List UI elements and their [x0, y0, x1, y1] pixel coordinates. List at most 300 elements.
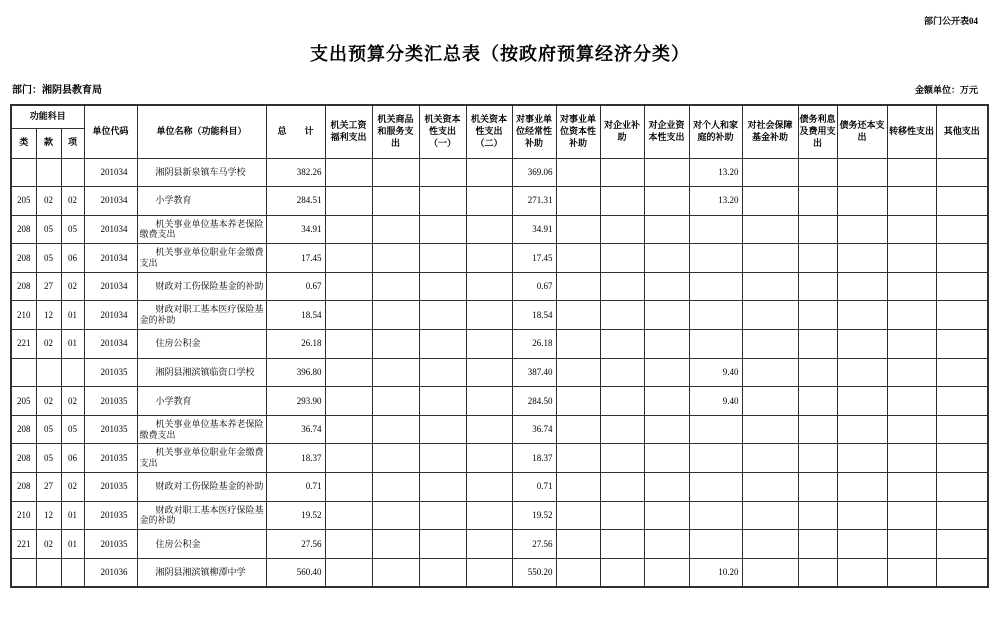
func-xiang-cell: 05 — [61, 215, 84, 244]
value-cell — [556, 187, 600, 216]
value-cell — [936, 330, 988, 359]
value-cell — [644, 215, 689, 244]
value-cell — [644, 530, 689, 559]
value-cell — [600, 358, 644, 387]
unit-name-cell: 住房公积金 — [137, 530, 266, 559]
value-cell — [466, 244, 512, 273]
table-row — [11, 215, 988, 244]
value-cell — [419, 244, 466, 273]
value-cell — [466, 444, 512, 473]
table-row — [11, 272, 988, 301]
func-kuan-cell: 02 — [36, 330, 61, 359]
value-cell — [372, 558, 419, 587]
value-cell — [742, 387, 798, 416]
func-xiang-cell — [61, 158, 84, 187]
value-cell — [600, 215, 644, 244]
header-col-individual-family: 对个人和家庭的补助 — [689, 105, 742, 158]
value-cell — [325, 272, 372, 301]
func-kuan-cell: 27 — [36, 272, 61, 301]
value-cell — [556, 272, 600, 301]
value-cell — [556, 473, 600, 502]
value-cell — [798, 530, 837, 559]
value-cell — [325, 358, 372, 387]
table-row — [11, 558, 988, 587]
value-cell — [837, 387, 887, 416]
value-cell — [419, 358, 466, 387]
func-kuan-cell — [36, 158, 61, 187]
value-cell — [372, 473, 419, 502]
table-row — [11, 358, 988, 387]
value-cell — [644, 358, 689, 387]
table-body — [11, 158, 988, 587]
value-cell — [887, 473, 936, 502]
func-lei-cell — [11, 558, 36, 587]
func-lei-cell: 208 — [11, 415, 36, 444]
func-lei-cell: 208 — [11, 272, 36, 301]
value-cell — [742, 215, 798, 244]
value-cell — [742, 558, 798, 587]
value-cell — [419, 558, 466, 587]
value-cell — [556, 415, 600, 444]
unit-name-cell: 住房公积金 — [137, 330, 266, 359]
value-cell — [600, 272, 644, 301]
total-cell: 19.52 — [266, 501, 325, 530]
value-cell — [325, 387, 372, 416]
table-row — [11, 530, 988, 559]
value-cell — [798, 473, 837, 502]
value-cell — [600, 558, 644, 587]
func-lei-cell: 208 — [11, 473, 36, 502]
value-cell: 284.50 — [512, 387, 556, 416]
total-cell: 17.45 — [266, 244, 325, 273]
unit-code-cell: 201035 — [84, 387, 137, 416]
value-cell — [419, 530, 466, 559]
value-cell — [644, 387, 689, 416]
value-cell — [644, 272, 689, 301]
value-cell — [887, 558, 936, 587]
func-kuan-cell — [36, 358, 61, 387]
header-col-institution-capital: 对事业单位资本性补助 — [556, 105, 600, 158]
value-cell — [600, 330, 644, 359]
value-cell — [837, 444, 887, 473]
value-cell: 18.54 — [512, 301, 556, 330]
value-cell — [325, 301, 372, 330]
value-cell: 19.52 — [512, 501, 556, 530]
value-cell — [798, 330, 837, 359]
func-xiang-cell — [61, 358, 84, 387]
value-cell — [644, 415, 689, 444]
func-xiang-cell: 01 — [61, 501, 84, 530]
value-cell — [887, 501, 936, 530]
value-cell — [837, 272, 887, 301]
value-cell: 271.31 — [512, 187, 556, 216]
value-cell — [556, 244, 600, 273]
value-cell — [936, 301, 988, 330]
func-xiang-cell: 06 — [61, 444, 84, 473]
unit-code-cell: 201035 — [84, 358, 137, 387]
value-cell — [325, 187, 372, 216]
unit-code-cell: 201035 — [84, 444, 137, 473]
value-cell — [466, 530, 512, 559]
value-cell — [372, 387, 419, 416]
value-cell: 550.20 — [512, 558, 556, 587]
table-row — [11, 244, 988, 273]
value-cell — [372, 301, 419, 330]
value-cell — [325, 558, 372, 587]
unit-name-cell: 机关事业单位基本养老保险缴费支出 — [137, 415, 266, 444]
value-cell — [837, 501, 887, 530]
value-cell — [372, 358, 419, 387]
value-cell: 0.67 — [512, 272, 556, 301]
func-lei-cell: 210 — [11, 501, 36, 530]
value-cell — [887, 358, 936, 387]
total-cell: 284.51 — [266, 187, 325, 216]
func-xiang-cell: 01 — [61, 301, 84, 330]
func-xiang-cell — [61, 558, 84, 587]
value-cell — [837, 358, 887, 387]
header-col-other: 其他支出 — [936, 105, 988, 158]
value-cell — [419, 415, 466, 444]
value-cell — [936, 501, 988, 530]
func-xiang-cell: 01 — [61, 330, 84, 359]
value-cell: 369.06 — [512, 158, 556, 187]
unit-code-cell: 201034 — [84, 158, 137, 187]
total-cell: 0.71 — [266, 473, 325, 502]
value-cell — [372, 215, 419, 244]
value-cell — [556, 301, 600, 330]
value-cell — [419, 330, 466, 359]
unit-name-cell: 财政对工伤保险基金的补助 — [137, 272, 266, 301]
func-lei-cell: 208 — [11, 244, 36, 273]
value-cell — [837, 244, 887, 273]
value-cell — [466, 387, 512, 416]
value-cell — [798, 415, 837, 444]
value-cell — [466, 415, 512, 444]
value-cell — [936, 244, 988, 273]
value-cell — [837, 215, 887, 244]
value-cell — [644, 473, 689, 502]
header-col-transfer: 转移性支出 — [887, 105, 936, 158]
value-cell — [419, 301, 466, 330]
value-cell — [887, 244, 936, 273]
value-cell — [419, 387, 466, 416]
unit-code-cell: 201035 — [84, 473, 137, 502]
value-cell — [798, 158, 837, 187]
header-col-debt-interest: 债务利息及费用支出 — [798, 105, 837, 158]
value-cell — [798, 558, 837, 587]
total-cell: 36.74 — [266, 415, 325, 444]
func-xiang-cell: 02 — [61, 473, 84, 502]
value-cell — [325, 530, 372, 559]
value-cell — [936, 415, 988, 444]
value-cell — [372, 272, 419, 301]
header-col-capital-2: 机关资本性支出（二） — [466, 105, 512, 158]
value-cell — [936, 215, 988, 244]
value-cell — [372, 330, 419, 359]
value-cell — [742, 358, 798, 387]
func-lei-cell: 221 — [11, 530, 36, 559]
value-cell — [742, 501, 798, 530]
func-kuan-cell — [36, 558, 61, 587]
total-cell: 34.91 — [266, 215, 325, 244]
func-lei-cell: 208 — [11, 215, 36, 244]
page-title: 支出预算分类汇总表（按政府预算经济分类） — [310, 44, 690, 64]
value-cell: 17.45 — [512, 244, 556, 273]
budget-table — [10, 104, 989, 588]
header-col-goods-services: 机关商品和服务支出 — [372, 105, 419, 158]
unit-code-cell: 201034 — [84, 330, 137, 359]
value-cell — [372, 158, 419, 187]
header-col-salary: 机关工资福利支出 — [325, 105, 372, 158]
value-cell — [466, 301, 512, 330]
value-cell: 18.37 — [512, 444, 556, 473]
total-cell: 382.26 — [266, 158, 325, 187]
table-row — [11, 387, 988, 416]
value-cell — [887, 415, 936, 444]
value-cell — [466, 330, 512, 359]
value-cell: 13.20 — [689, 187, 742, 216]
value-cell — [419, 215, 466, 244]
value-cell — [936, 473, 988, 502]
value-cell — [798, 215, 837, 244]
value-cell — [644, 501, 689, 530]
table-row — [11, 415, 988, 444]
unit-name-cell: 财政对工伤保险基金的补助 — [137, 473, 266, 502]
value-cell — [689, 215, 742, 244]
value-cell — [798, 387, 837, 416]
value-cell — [372, 530, 419, 559]
func-kuan-cell: 02 — [36, 187, 61, 216]
value-cell — [644, 444, 689, 473]
func-xiang-cell: 06 — [61, 244, 84, 273]
value-cell — [466, 473, 512, 502]
header-col-social-security: 对社会保障基金补助 — [742, 105, 798, 158]
value-cell — [887, 187, 936, 216]
func-xiang-cell: 05 — [61, 415, 84, 444]
header-kuan: 款 — [36, 128, 61, 158]
value-cell — [689, 330, 742, 359]
unit-name-cell: 湘阴县湘滨镇柳潭中学 — [137, 558, 266, 587]
department-label: 部门：湘阴县教育局 — [12, 85, 102, 96]
func-kuan-cell: 05 — [36, 215, 61, 244]
unit-name-cell: 财政对职工基本医疗保险基金的补助 — [137, 501, 266, 530]
value-cell — [742, 444, 798, 473]
func-lei-cell: 205 — [11, 387, 36, 416]
value-cell — [466, 215, 512, 244]
value-cell — [837, 187, 887, 216]
func-kuan-cell: 27 — [36, 473, 61, 502]
value-cell — [837, 158, 887, 187]
header-col-capital-1: 机关资本性支出（一） — [419, 105, 466, 158]
header-row-top — [11, 105, 988, 128]
value-cell — [372, 501, 419, 530]
value-cell — [600, 530, 644, 559]
value-cell — [798, 444, 837, 473]
value-cell — [325, 501, 372, 530]
value-cell — [887, 444, 936, 473]
value-cell: 34.91 — [512, 215, 556, 244]
value-cell — [798, 244, 837, 273]
unit-code-cell: 201034 — [84, 244, 137, 273]
value-cell — [837, 473, 887, 502]
value-cell — [419, 501, 466, 530]
value-cell — [887, 301, 936, 330]
unit-code-cell: 201035 — [84, 415, 137, 444]
value-cell — [887, 387, 936, 416]
value-cell — [689, 272, 742, 301]
value-cell — [742, 301, 798, 330]
value-cell — [466, 501, 512, 530]
value-cell — [600, 444, 644, 473]
table-row — [11, 187, 988, 216]
header-col-institution-recurring: 对事业单位经常性补助 — [512, 105, 556, 158]
total-cell: 0.67 — [266, 272, 325, 301]
value-cell — [936, 387, 988, 416]
value-cell — [325, 215, 372, 244]
func-xiang-cell: 02 — [61, 187, 84, 216]
value-cell — [742, 530, 798, 559]
value-cell — [600, 387, 644, 416]
unit-name-cell: 机关事业单位职业年金缴费支出 — [137, 244, 266, 273]
func-lei-cell: 205 — [11, 187, 36, 216]
value-cell — [837, 301, 887, 330]
value-cell: 27.56 — [512, 530, 556, 559]
value-cell — [689, 530, 742, 559]
value-cell — [742, 244, 798, 273]
value-cell — [689, 415, 742, 444]
value-cell — [556, 358, 600, 387]
table-row — [11, 444, 988, 473]
unit-name-cell: 机关事业单位基本养老保险缴费支出 — [137, 215, 266, 244]
value-cell — [600, 244, 644, 273]
value-cell — [742, 330, 798, 359]
value-cell — [936, 158, 988, 187]
unit-name-cell: 小学教育 — [137, 387, 266, 416]
value-cell — [644, 558, 689, 587]
func-kuan-cell: 12 — [36, 301, 61, 330]
meta-row — [12, 81, 978, 96]
total-cell: 18.54 — [266, 301, 325, 330]
header-total: 总 计 — [266, 105, 325, 158]
func-kuan-cell: 12 — [36, 501, 61, 530]
table-row — [11, 501, 988, 530]
value-cell — [556, 330, 600, 359]
value-cell: 26.18 — [512, 330, 556, 359]
value-cell: 9.40 — [689, 387, 742, 416]
value-cell — [936, 530, 988, 559]
amount-unit-label: 金额单位：万元 — [914, 85, 978, 95]
value-cell: 0.71 — [512, 473, 556, 502]
value-cell — [600, 473, 644, 502]
value-cell — [419, 444, 466, 473]
value-cell — [742, 473, 798, 502]
value-cell — [556, 444, 600, 473]
func-kuan-cell: 02 — [36, 530, 61, 559]
value-cell — [798, 358, 837, 387]
value-cell — [798, 301, 837, 330]
func-xiang-cell: 02 — [61, 272, 84, 301]
value-cell — [936, 358, 988, 387]
value-cell — [600, 158, 644, 187]
doc-code-label: 部门公开表04 — [923, 16, 978, 26]
value-cell — [600, 501, 644, 530]
unit-code-cell: 201035 — [84, 530, 137, 559]
value-cell — [742, 415, 798, 444]
value-cell — [325, 415, 372, 444]
value-cell — [644, 301, 689, 330]
func-kuan-cell: 05 — [36, 444, 61, 473]
func-kuan-cell: 05 — [36, 244, 61, 273]
value-cell — [887, 530, 936, 559]
value-cell: 13.20 — [689, 158, 742, 187]
header-col-enterprise-subsidy: 对企业补助 — [600, 105, 644, 158]
value-cell — [372, 244, 419, 273]
func-lei-cell: 210 — [11, 301, 36, 330]
total-cell: 26.18 — [266, 330, 325, 359]
table-row — [11, 301, 988, 330]
header-unit-name: 单位名称（功能科目） — [137, 105, 266, 158]
value-cell — [742, 187, 798, 216]
total-cell: 27.56 — [266, 530, 325, 559]
value-cell — [887, 215, 936, 244]
value-cell — [556, 158, 600, 187]
header-unit-code: 单位代码 — [84, 105, 137, 158]
header-col-debt-principal: 债务还本支出 — [837, 105, 887, 158]
value-cell — [798, 272, 837, 301]
table-row — [11, 158, 988, 187]
unit-name-cell: 小学教育 — [137, 187, 266, 216]
value-cell — [689, 301, 742, 330]
header-lei: 类 — [11, 128, 36, 158]
value-cell — [600, 187, 644, 216]
value-cell — [419, 158, 466, 187]
total-cell: 560.40 — [266, 558, 325, 587]
value-cell — [325, 444, 372, 473]
unit-name-cell: 财政对职工基本医疗保险基金的补助 — [137, 301, 266, 330]
value-cell — [689, 444, 742, 473]
value-cell — [936, 187, 988, 216]
func-lei-cell: 221 — [11, 330, 36, 359]
unit-code-cell: 201034 — [84, 272, 137, 301]
value-cell — [689, 501, 742, 530]
unit-code-cell: 201036 — [84, 558, 137, 587]
value-cell: 387.40 — [512, 358, 556, 387]
value-cell — [556, 501, 600, 530]
value-cell — [644, 187, 689, 216]
value-cell — [419, 187, 466, 216]
value-cell — [556, 387, 600, 416]
value-cell: 10.20 — [689, 558, 742, 587]
value-cell — [466, 358, 512, 387]
value-cell — [644, 244, 689, 273]
func-kuan-cell: 05 — [36, 415, 61, 444]
table-row — [11, 473, 988, 502]
func-lei-cell: 208 — [11, 444, 36, 473]
value-cell — [419, 473, 466, 502]
unit-name-cell: 湘阴县湘滨镇临资口学校 — [137, 358, 266, 387]
value-cell — [556, 530, 600, 559]
value-cell — [556, 215, 600, 244]
value-cell — [936, 444, 988, 473]
value-cell — [644, 158, 689, 187]
value-cell — [837, 558, 887, 587]
header-xiang: 项 — [61, 128, 84, 158]
value-cell — [372, 415, 419, 444]
value-cell — [837, 530, 887, 559]
value-cell — [644, 330, 689, 359]
func-lei-cell — [11, 158, 36, 187]
value-cell — [466, 187, 512, 216]
